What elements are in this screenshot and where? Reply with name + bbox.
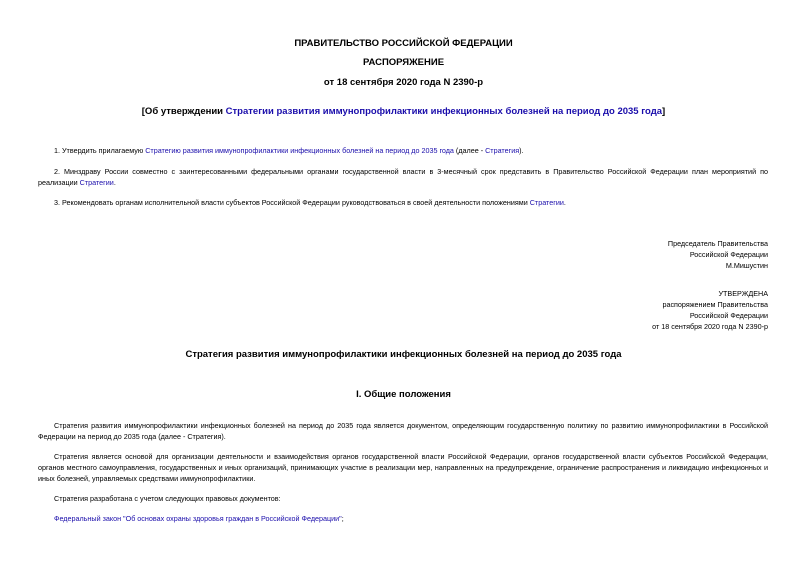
approval-by: распоряжением Правительства — [662, 300, 768, 309]
date-number-heading: от 18 сентября 2020 года N 2390-р — [323, 77, 484, 88]
item-1-end: ). — [519, 146, 524, 155]
body-paragraph-4 — [38, 513, 768, 524]
signature-org: Российской Федерации — [689, 250, 768, 259]
approval-org: Российской Федерации — [689, 311, 768, 320]
doc-type-heading: РАСПОРЯЖЕНИЕ — [362, 57, 445, 68]
body-paragraph-2: Стратегия является основой для организации деятельности и взаимодействия органов государственной власти Российской Федерации, органов государственной власти субъектов Российской Федерации, органов местного самоуправления, государственных и иных организаций, принимающих участие в реализации мер, направленных на предупреждение, ограничение распространения и ликвидацию инфекционных и иных болезней, управляемых средствами иммунопрофилактики. — [38, 452, 768, 483]
item-1 — [38, 145, 768, 156]
body-paragraph-3: Стратегия разработана с учетом следующих правовых документов: — [54, 494, 281, 503]
item-1-middle: (далее - — [453, 146, 486, 155]
signature-name: М.Мишустин — [725, 261, 768, 270]
item-3-text: 3. Рекомендовать органам исполнительной власти субъектов Российской Федерации руководствоваться в своей деятельности положениями — [54, 198, 530, 207]
item-1-strategy-link[interactable]: Стратегию развития иммунопрофилактики инфекционных болезней на период до 2035 года — [145, 146, 454, 155]
strategy-title: Стратегия развития иммунопрофилактики инфекционных болезней на период до 2035 года — [185, 349, 622, 360]
item-2-end: . — [113, 178, 116, 187]
signature-position: Председатель Правительства — [667, 239, 768, 248]
title-suffix: ] — [662, 106, 666, 117]
approval-block — [652, 288, 768, 332]
org-heading: ПРАВИТЕЛЬСТВО РОССИЙСКОЙ ФЕДЕРАЦИИ — [294, 38, 513, 49]
federal-law-end: ; — [341, 514, 344, 523]
federal-law-link[interactable]: Федеральный закон "Об основах охраны здоровья граждан в Российской Федерации" — [54, 514, 342, 523]
item-3 — [38, 197, 768, 208]
item-3-end: . — [563, 198, 566, 207]
item-2-strategy-link[interactable]: Стратегии — [79, 178, 114, 187]
section-title: I. Общие положения — [356, 389, 451, 400]
signature-block — [668, 238, 768, 271]
item-1-strategy-short-link[interactable]: Стратегия — [485, 146, 520, 155]
item-1-text: 1. Утвердить прилагаемую — [54, 146, 146, 155]
item-2 — [38, 166, 768, 188]
item-3-strategy-link[interactable]: Стратегии — [529, 198, 564, 207]
approval-stamp: УТВЕРЖДЕНА — [718, 289, 768, 298]
approval-date: от 18 сентября 2020 года N 2390-р — [652, 322, 768, 331]
title-strategy-link[interactable]: Стратегии развития иммунопрофилактики инфекционных болезней на период до 2035 года — [225, 106, 663, 117]
item-2-text: 2. Минздраву России совместно с заинтересованными федеральными органами государственной власти в 3-месячный срок представить в Правительство Российской Федерации план мероприятий по реализации — [38, 167, 768, 187]
title-prefix: [Об утверждении — [141, 106, 226, 117]
document-title — [0, 106, 807, 117]
body-paragraph-1: Стратегия развития иммунопрофилактики инфекционных болезней на период до 2035 года является документом, определяющим государственную политику по развитию иммунопрофилактики в Российской Федерации на период до 2035 года (далее - Стратегия). — [38, 421, 768, 441]
